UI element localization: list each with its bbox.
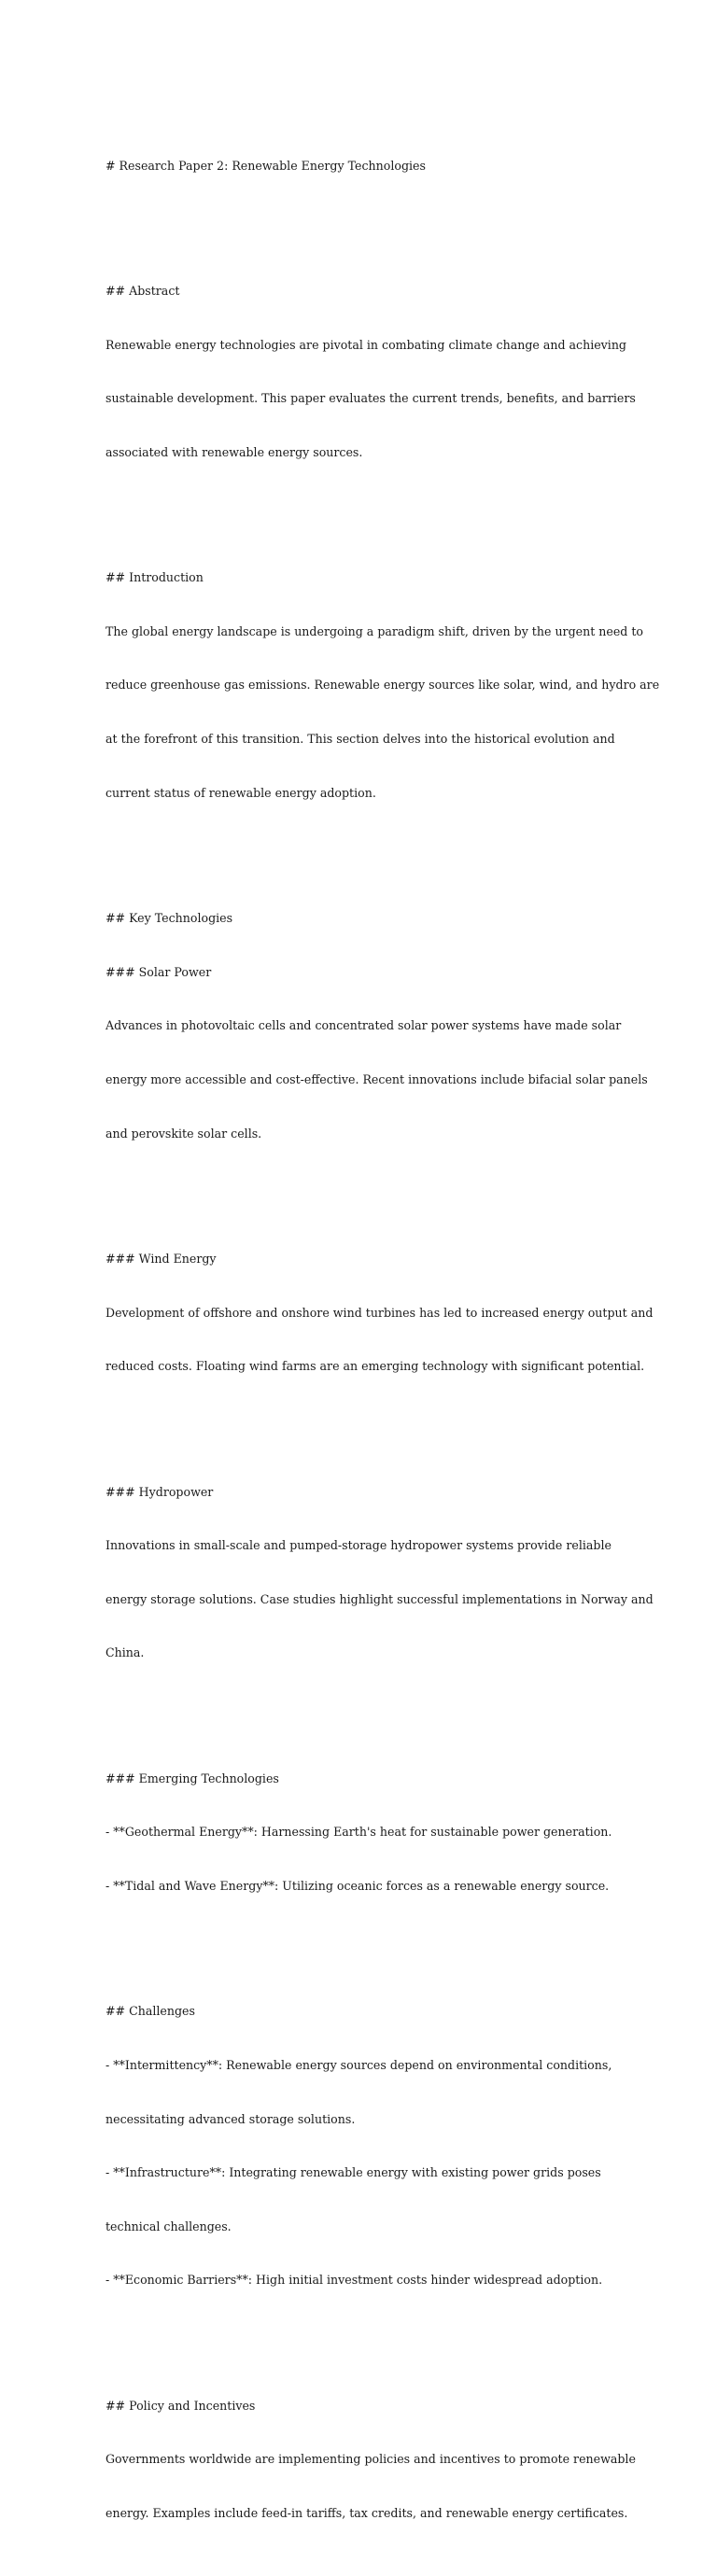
policy-line: energy. Examples include feed-in tariffs, tax credits, and renewable energy certificates. — [105, 2506, 628, 2521]
solar-line: energy more accessible and cost-effective. Recent innovations include bifacial solar panels — [105, 1071, 648, 1086]
key-technologies-heading: ## Key Technologies — [105, 911, 233, 926]
abstract-heading: ## Abstract — [105, 284, 180, 299]
policy-line: Governments worldwide are implementing policies and incentives to promote renewable — [105, 2452, 636, 2467]
solar-heading: ### Solar Power — [105, 964, 212, 979]
blank-line — [105, 2325, 628, 2343]
introduction-heading: ## Introduction — [105, 570, 204, 585]
abstract-line: sustainable development. This paper evaluates the current trends, benefits, and barriers — [105, 391, 636, 406]
wind-line: reduced costs. Floating wind farms are an emerging technology with significant potential. — [105, 1359, 645, 1374]
introduction-line: reduce greenhouse gas emissions. Renewable energy sources like solar, wind, and hydro are — [105, 678, 660, 693]
document-body — [105, 103, 660, 2576]
blank-line — [105, 1698, 628, 1715]
emerging-list-item: - **Geothermal Energy**: Harnessing Earth's heat for sustainable power generation. — [105, 1825, 612, 1840]
challenges-heading: ## Challenges — [105, 2004, 195, 2019]
blank-line — [105, 1178, 628, 1196]
challenges-line: necessitating advanced storage solutions. — [105, 2111, 356, 2126]
abstract-line: associated with renewable energy sources. — [105, 444, 363, 459]
hydro-heading: ### Hydropower — [105, 1484, 214, 1499]
policy-heading: ## Policy and Incentives — [105, 2398, 256, 2413]
solar-line: and perovskite solar cells. — [105, 1126, 262, 1141]
challenges-line: - **Economic Barriers**: High initial investment costs hinder widespread adoption. — [105, 2273, 603, 2288]
emerging-list-item: - **Tidal and Wave Energy**: Utilizing oceanic forces as a renewable energy source. — [105, 1879, 610, 1894]
wind-heading: ### Wind Energy — [105, 1251, 217, 1266]
introduction-line: current status of renewable energy adoption. — [105, 785, 376, 800]
blank-line — [105, 837, 628, 855]
challenges-line: - **Intermittency**: Renewable energy sources depend on environmental conditions, — [105, 2058, 612, 2073]
blank-line — [105, 497, 628, 514]
abstract-line: Renewable energy technologies are pivotal in combating climate change and achieving — [105, 337, 626, 352]
introduction-line: The global energy landscape is undergoing a paradigm shift, driven by the urgent need to — [105, 623, 643, 638]
hydro-line: China. — [105, 1645, 145, 1660]
blank-line — [105, 1931, 628, 1949]
challenges-line: - **Infrastructure**: Integrating renewable energy with existing power grids poses — [105, 2165, 601, 2180]
emerging-heading: ### Emerging Technologies — [105, 1771, 279, 1785]
wind-line: Development of offshore and onshore wind turbines has led to increased energy output and — [105, 1305, 654, 1320]
introduction-line: at the forefront of this transition. This section delves into the historical evolution and — [105, 732, 615, 747]
challenges-line: technical challenges. — [105, 2219, 232, 2233]
hydro-line: Innovations in small-scale and pumped-storage hydropower systems provide reliable — [105, 1538, 612, 1553]
document-title: # Research Paper 2: Renewable Energy Technologies — [105, 158, 426, 173]
blank-line — [105, 210, 628, 228]
hydro-line: energy storage solutions. Case studies highlight successful implementations in Norway and — [105, 1591, 654, 1606]
solar-line: Advances in photovoltaic cells and concentrated solar power systems have made solar — [105, 1018, 622, 1033]
blank-line — [105, 1411, 628, 1429]
